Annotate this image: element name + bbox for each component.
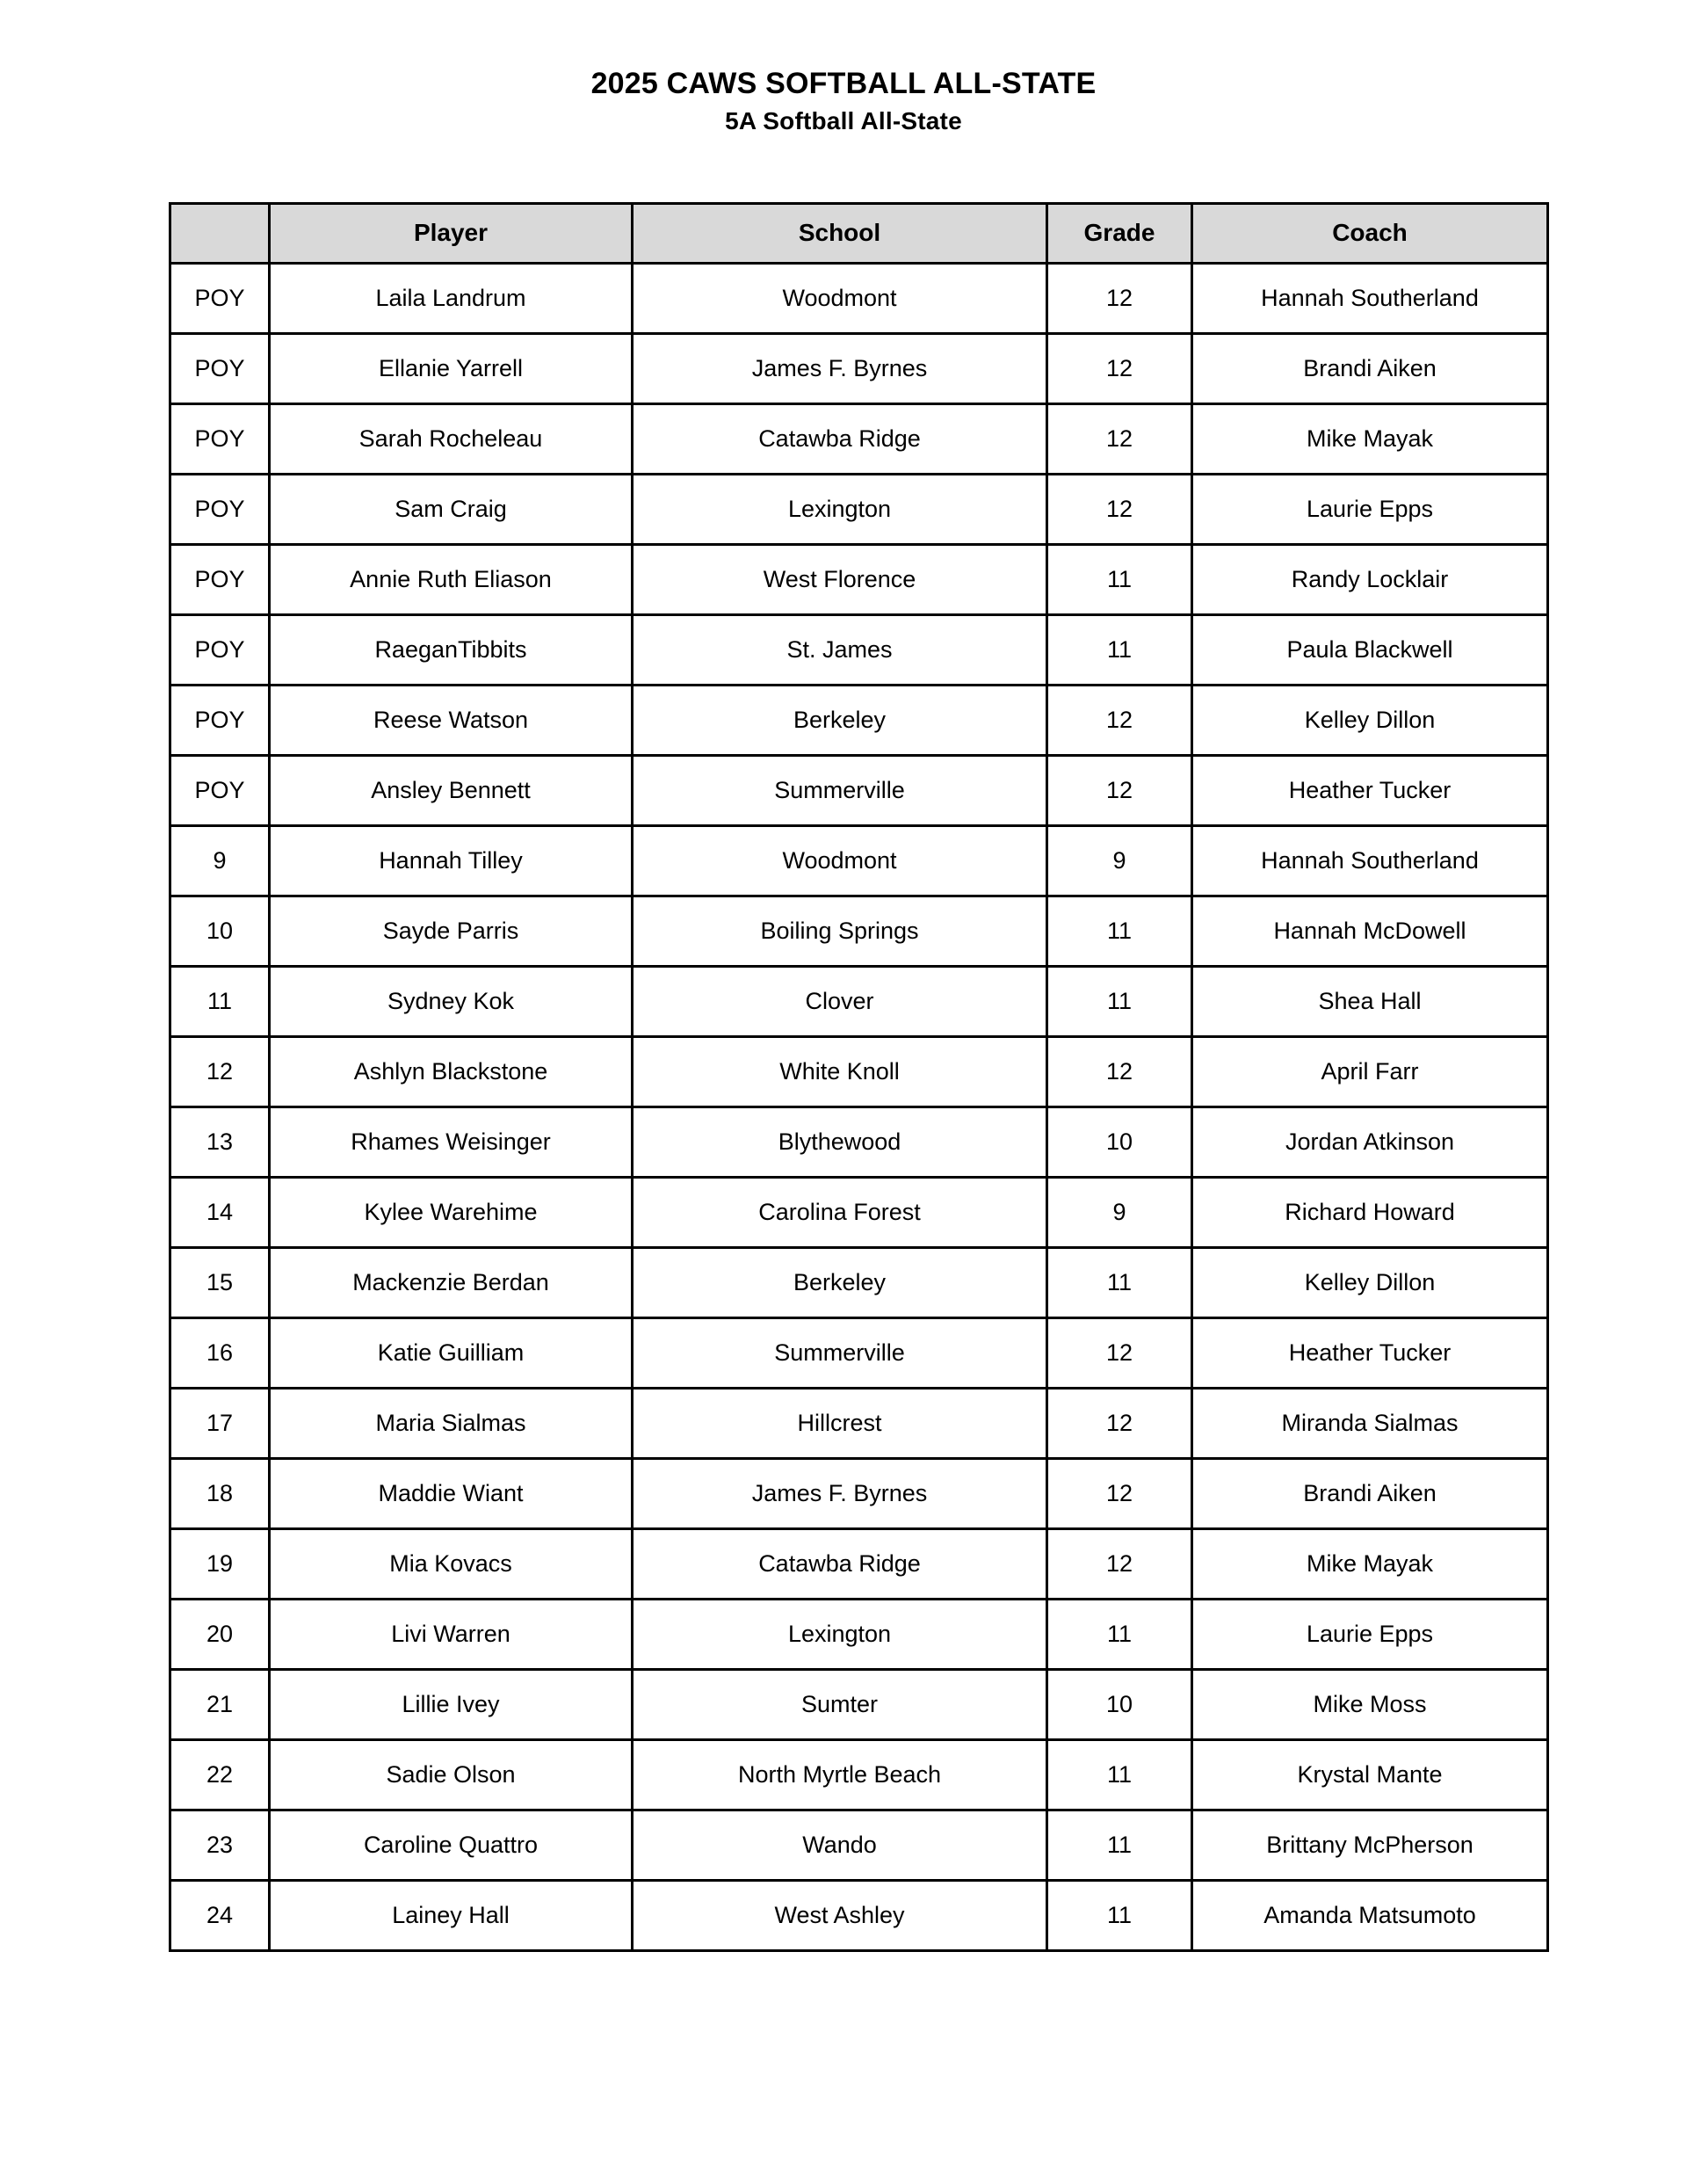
cell-school: White Knoll — [633, 1037, 1047, 1107]
cell-school: Woodmont — [633, 826, 1047, 896]
cell-grade: 12 — [1047, 756, 1192, 826]
cell-coach: Hannah Southerland — [1192, 826, 1548, 896]
cell-grade: 9 — [1047, 826, 1192, 896]
cell-coach: Amanda Matsumoto — [1192, 1881, 1548, 1951]
cell-coach: Krystal Mante — [1192, 1740, 1548, 1810]
cell-rank: 21 — [170, 1670, 270, 1740]
cell-rank: 9 — [170, 826, 270, 896]
cell-school: Summerville — [633, 756, 1047, 826]
cell-grade: 11 — [1047, 1740, 1192, 1810]
cell-player: Sarah Rocheleau — [270, 404, 633, 475]
column-header-coach: Coach — [1192, 204, 1548, 264]
cell-coach: Heather Tucker — [1192, 756, 1548, 826]
cell-coach: Heather Tucker — [1192, 1318, 1548, 1389]
cell-school: Catawba Ridge — [633, 1529, 1047, 1600]
table-row — [170, 826, 1548, 896]
cell-coach: Brandi Aiken — [1192, 1459, 1548, 1529]
cell-grade: 12 — [1047, 1318, 1192, 1389]
cell-grade: 11 — [1047, 967, 1192, 1037]
cell-grade: 11 — [1047, 615, 1192, 686]
table-header-row — [170, 204, 1548, 264]
cell-grade: 10 — [1047, 1670, 1192, 1740]
table-row — [170, 1881, 1548, 1951]
table-row — [170, 1810, 1548, 1881]
table-row — [170, 404, 1548, 475]
table-row — [170, 264, 1548, 334]
table-row — [170, 1670, 1548, 1740]
cell-player: Sam Craig — [270, 475, 633, 545]
cell-coach: Mike Mayak — [1192, 404, 1548, 475]
cell-player: Maddie Wiant — [270, 1459, 633, 1529]
table-row — [170, 1178, 1548, 1248]
table-row — [170, 1389, 1548, 1459]
cell-coach: Paula Blackwell — [1192, 615, 1548, 686]
table-body — [170, 264, 1548, 1951]
cell-grade: 11 — [1047, 545, 1192, 615]
cell-player: Hannah Tilley — [270, 826, 633, 896]
cell-school: Catawba Ridge — [633, 404, 1047, 475]
cell-player: Sadie Olson — [270, 1740, 633, 1810]
cell-grade: 11 — [1047, 1248, 1192, 1318]
all-state-table-container — [169, 202, 1546, 1952]
table-row — [170, 545, 1548, 615]
cell-rank: 14 — [170, 1178, 270, 1248]
cell-player: Kylee Warehime — [270, 1178, 633, 1248]
cell-school: Lexington — [633, 475, 1047, 545]
cell-rank: POY — [170, 475, 270, 545]
cell-school: Blythewood — [633, 1107, 1047, 1178]
cell-school: West Florence — [633, 545, 1047, 615]
cell-coach: Laurie Epps — [1192, 1600, 1548, 1670]
column-header-grade: Grade — [1047, 204, 1192, 264]
cell-school: Hillcrest — [633, 1389, 1047, 1459]
cell-grade: 12 — [1047, 686, 1192, 756]
cell-school: Clover — [633, 967, 1047, 1037]
cell-player: Livi Warren — [270, 1600, 633, 1670]
cell-rank: 12 — [170, 1037, 270, 1107]
cell-player: Maria Sialmas — [270, 1389, 633, 1459]
cell-grade: 12 — [1047, 334, 1192, 404]
cell-player: Ansley Bennett — [270, 756, 633, 826]
cell-coach: April Farr — [1192, 1037, 1548, 1107]
cell-player: Rhames Weisinger — [270, 1107, 633, 1178]
table-row — [170, 1529, 1548, 1600]
cell-grade: 12 — [1047, 264, 1192, 334]
cell-player: RaeganTibbits — [270, 615, 633, 686]
table-row — [170, 1318, 1548, 1389]
cell-grade: 12 — [1047, 1037, 1192, 1107]
cell-coach: Shea Hall — [1192, 967, 1548, 1037]
cell-rank: 22 — [170, 1740, 270, 1810]
cell-rank: 10 — [170, 896, 270, 967]
cell-rank: 19 — [170, 1529, 270, 1600]
cell-school: West Ashley — [633, 1881, 1047, 1951]
all-state-table — [169, 202, 1549, 1952]
cell-player: Caroline Quattro — [270, 1810, 633, 1881]
cell-school: Summerville — [633, 1318, 1047, 1389]
cell-grade: 11 — [1047, 1600, 1192, 1670]
cell-rank: POY — [170, 615, 270, 686]
cell-school: Boiling Springs — [633, 896, 1047, 967]
cell-coach: Brittany McPherson — [1192, 1810, 1548, 1881]
cell-player: Laila Landrum — [270, 264, 633, 334]
table-row — [170, 686, 1548, 756]
column-header-school: School — [633, 204, 1047, 264]
table-row — [170, 1107, 1548, 1178]
cell-coach: Jordan Atkinson — [1192, 1107, 1548, 1178]
table-row — [170, 967, 1548, 1037]
cell-school: James F. Byrnes — [633, 1459, 1047, 1529]
cell-school: North Myrtle Beach — [633, 1740, 1047, 1810]
cell-coach: Laurie Epps — [1192, 475, 1548, 545]
cell-school: Wando — [633, 1810, 1047, 1881]
cell-rank: POY — [170, 545, 270, 615]
cell-grade: 11 — [1047, 896, 1192, 967]
cell-coach: Kelley Dillon — [1192, 686, 1548, 756]
cell-coach: Hannah McDowell — [1192, 896, 1548, 967]
table-row — [170, 756, 1548, 826]
cell-coach: Miranda Sialmas — [1192, 1389, 1548, 1459]
cell-grade: 12 — [1047, 1529, 1192, 1600]
table-row — [170, 896, 1548, 967]
cell-rank: 16 — [170, 1318, 270, 1389]
table-row — [170, 615, 1548, 686]
page-subtitle: 5A Softball All-State — [725, 107, 962, 135]
cell-player: Mia Kovacs — [270, 1529, 633, 1600]
cell-player: Reese Watson — [270, 686, 633, 756]
cell-rank: POY — [170, 264, 270, 334]
cell-school: James F. Byrnes — [633, 334, 1047, 404]
cell-rank: POY — [170, 334, 270, 404]
cell-coach: Hannah Southerland — [1192, 264, 1548, 334]
cell-rank: POY — [170, 686, 270, 756]
cell-rank: 13 — [170, 1107, 270, 1178]
cell-coach: Mike Mayak — [1192, 1529, 1548, 1600]
cell-school: Berkeley — [633, 1248, 1047, 1318]
cell-grade: 12 — [1047, 1459, 1192, 1529]
table-row — [170, 1248, 1548, 1318]
table-row — [170, 1037, 1548, 1107]
cell-rank: POY — [170, 756, 270, 826]
cell-school: St. James — [633, 615, 1047, 686]
cell-rank: 11 — [170, 967, 270, 1037]
cell-rank: 18 — [170, 1459, 270, 1529]
cell-player: Mackenzie Berdan — [270, 1248, 633, 1318]
cell-school: Woodmont — [633, 264, 1047, 334]
table-row — [170, 475, 1548, 545]
cell-player: Katie Guilliam — [270, 1318, 633, 1389]
cell-school: Carolina Forest — [633, 1178, 1047, 1248]
cell-grade: 12 — [1047, 1389, 1192, 1459]
cell-school: Sumter — [633, 1670, 1047, 1740]
cell-grade: 9 — [1047, 1178, 1192, 1248]
cell-school: Berkeley — [633, 686, 1047, 756]
cell-rank: 15 — [170, 1248, 270, 1318]
table-row — [170, 1459, 1548, 1529]
cell-player: Sydney Kok — [270, 967, 633, 1037]
cell-school: Lexington — [633, 1600, 1047, 1670]
cell-player: Annie Ruth Eliason — [270, 545, 633, 615]
cell-grade: 11 — [1047, 1810, 1192, 1881]
cell-player: Ashlyn Blackstone — [270, 1037, 633, 1107]
cell-grade: 10 — [1047, 1107, 1192, 1178]
table-header — [170, 204, 1548, 264]
cell-coach: Brandi Aiken — [1192, 334, 1548, 404]
table-row — [170, 1600, 1548, 1670]
cell-rank: POY — [170, 404, 270, 475]
cell-rank: 20 — [170, 1600, 270, 1670]
document-header — [0, 0, 1687, 136]
cell-rank: 23 — [170, 1810, 270, 1881]
cell-rank: 17 — [170, 1389, 270, 1459]
page-title: 2025 CAWS SOFTBALL ALL-STATE — [590, 67, 1097, 100]
cell-coach: Randy Locklair — [1192, 545, 1548, 615]
cell-player: Ellanie Yarrell — [270, 334, 633, 404]
column-header-rank — [170, 204, 270, 264]
cell-rank: 24 — [170, 1881, 270, 1951]
cell-player: Lillie Ivey — [270, 1670, 633, 1740]
cell-player: Sayde Parris — [270, 896, 633, 967]
cell-grade: 12 — [1047, 475, 1192, 545]
cell-player: Lainey Hall — [270, 1881, 633, 1951]
column-header-player: Player — [270, 204, 633, 264]
cell-coach: Mike Moss — [1192, 1670, 1548, 1740]
table-row — [170, 334, 1548, 404]
cell-coach: Kelley Dillon — [1192, 1248, 1548, 1318]
cell-coach: Richard Howard — [1192, 1178, 1548, 1248]
cell-grade: 11 — [1047, 1881, 1192, 1951]
cell-grade: 12 — [1047, 404, 1192, 475]
table-row — [170, 1740, 1548, 1810]
